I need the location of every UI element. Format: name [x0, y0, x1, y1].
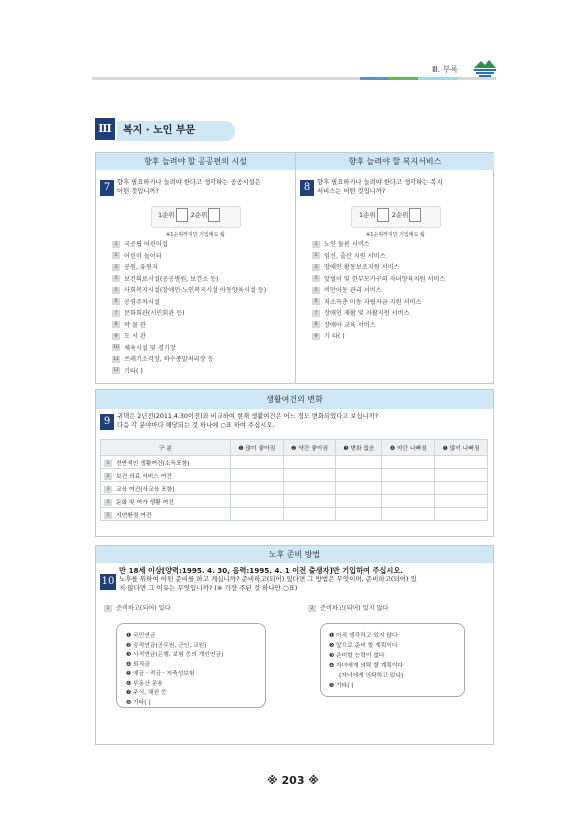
row-number: 1 — [104, 460, 112, 467]
option-number: 4 — [312, 275, 320, 282]
q7-option[interactable] — [112, 285, 266, 294]
question-10-number: 10 — [100, 574, 116, 590]
not-prepared-option[interactable]: (자녀에게 의탁하고 있다) — [339, 673, 404, 679]
facilities-services-box — [95, 152, 494, 384]
question-7-number: 7 — [100, 180, 114, 196]
option-number: 3 — [112, 264, 120, 271]
question-7-text: 향후 필요하거나 늘려야 한다고 생각하는 공공시설은 어떤 것입니까? — [117, 179, 261, 195]
q8-rank-boxes[interactable]: 1순위 2순위 — [359, 208, 424, 222]
row-number: 4 — [104, 499, 112, 506]
option-number: 6 — [112, 298, 120, 305]
rating-cell[interactable] — [336, 495, 382, 508]
option-number: 1 — [112, 241, 120, 248]
option-number: 6 — [312, 298, 320, 305]
row-label-text: 전반적인 생활여건(소득포함) — [116, 460, 190, 467]
question-10-text: 만 18세 이상[양력:1995. 4. 30, 음력:1995. 4. 1 이전 출생자]만 기입하여 주십시오. 노후를 위하여 어떤 준비를 하고 계십니까? 준비하고(되어) 있다면 그 방법은 무엇이며, 준비하고(되어) 있 지 않다면 그 이유는 무엇입니까? (※ 가장 주된 것 하나만 ○표) — [119, 566, 417, 592]
page-number: ※ 203 ※ — [266, 774, 319, 787]
retire-prepared-title[interactable]: 1 준비하고(되어) 있다 — [104, 603, 171, 612]
q7-option[interactable] — [112, 354, 214, 363]
scale-col-2: ❷ 약간 좋아짐 — [283, 440, 336, 456]
q8-option[interactable] — [312, 251, 386, 260]
row-label — [101, 508, 231, 521]
rating-cell[interactable] — [231, 456, 284, 469]
row-label-text: 보건 의료 서비스 여건 — [116, 473, 172, 480]
rating-cell[interactable] — [283, 508, 336, 521]
rating-cell[interactable] — [435, 495, 488, 508]
option-number: 7 — [112, 310, 120, 317]
q7-option[interactable] — [112, 262, 158, 271]
rating-cell[interactable] — [435, 508, 488, 521]
option-label: 임신, 출산 지원 서비스 — [324, 252, 386, 260]
option-label: 국공립 어린이집 — [124, 241, 168, 248]
scale-col-1: ❶ 많이 좋아짐 — [231, 440, 284, 456]
living-conditions-box — [95, 389, 494, 537]
option-label: 장애아 교육 서비스 — [324, 321, 376, 329]
q8-option[interactable] — [312, 308, 410, 317]
option-number: 5 — [112, 287, 120, 294]
q7-option[interactable] — [112, 239, 168, 248]
q7-option[interactable] — [112, 274, 218, 283]
option-label: 장애인 활동보조지원 서비스 — [324, 264, 400, 271]
row-label — [101, 495, 231, 508]
row-label-text: 지연환경 여건 — [116, 512, 152, 519]
option-label: 체육시설 및 경기장 — [124, 344, 176, 352]
q7-option[interactable] — [112, 308, 185, 317]
q8-rank-note: ※1순위까지만 기입해도 됨 — [366, 232, 425, 238]
option-label: 기 타( ) — [324, 333, 345, 340]
option-number: 7 — [312, 310, 320, 317]
option-number: 9 — [112, 333, 120, 340]
retire-not-prepared-title[interactable]: 2 준비하고(되어) 있지 않다 — [308, 603, 389, 612]
option-number: 8 — [312, 321, 320, 328]
option-label: 문화회관(시민회관 등) — [124, 310, 185, 317]
option-label: 도 서 관 — [124, 333, 146, 340]
prepared-option[interactable]: ❺ 예금 · 적금 · 저축성보험 — [126, 671, 195, 677]
option-label: 보건의료시설(공공병원, 보건소 등) — [124, 275, 219, 283]
rating-cell[interactable] — [382, 469, 435, 482]
row-label — [101, 482, 231, 495]
prepared-option[interactable]: ❷ 공적연금(공무원, 군인, 교원) — [126, 642, 207, 649]
table-row — [101, 482, 488, 495]
services-header: 향후 늘려야 할 복지서비스 — [296, 153, 494, 170]
rating-cell[interactable] — [435, 456, 488, 469]
rating-cell[interactable] — [231, 508, 284, 521]
question-8-text: 향후 필요하거나 늘려야 한다고 생각하는 복지 서비스는 어떤 것입니까? — [317, 179, 443, 195]
rating-cell[interactable] — [382, 495, 435, 508]
q8-option[interactable] — [312, 262, 400, 271]
option-label: 기타( ) — [124, 367, 143, 375]
rating-cell[interactable] — [435, 482, 488, 495]
row-number: 2 — [104, 473, 112, 480]
rating-cell[interactable] — [336, 456, 382, 469]
q7-option[interactable] — [112, 343, 176, 352]
q7-option[interactable] — [112, 331, 146, 340]
question-9-text: 귀댁은 2년전(2011.4.30이전)과 비교하여 현재 생활여건은 어느 정도 변화되었다고 보십니까? 다음 각 분야마다 해당되는 것 하나에 ○표 하여 주십시오. — [117, 413, 379, 429]
q8-option[interactable] — [312, 320, 376, 329]
rating-cell[interactable] — [382, 482, 435, 495]
option-number: 4 — [112, 275, 120, 282]
q8-option[interactable] — [312, 239, 370, 248]
option-number: 10 — [113, 345, 119, 350]
rating-cell[interactable] — [336, 482, 382, 495]
q8-option[interactable] — [312, 274, 445, 283]
not-prepared-option[interactable]: ❺ 기타( ) — [329, 683, 354, 689]
not-prepared-option[interactable]: ❸ 준비할 능력이 없다 — [329, 653, 385, 659]
prepared-option[interactable]: ❻ 부동산 운용 — [126, 680, 163, 687]
rating-cell[interactable] — [336, 469, 382, 482]
prepared-option[interactable]: ❹ 퇴직금 — [126, 661, 150, 668]
section-roman-numeral: Ⅲ — [95, 118, 115, 140]
mountain-logo-icon — [472, 58, 498, 78]
rating-cell[interactable] — [283, 469, 336, 482]
living-header: 생활여건의 변화 — [96, 390, 493, 409]
option-number: 2 — [312, 252, 320, 259]
option-label: 어린이 놀이터 — [124, 252, 162, 260]
living-rating-table — [100, 439, 488, 521]
rating-cell[interactable] — [382, 456, 435, 469]
rating-cell[interactable] — [283, 482, 336, 495]
option-number: 3 — [312, 264, 320, 271]
option-label: 비만아동 관리 서비스 — [324, 287, 382, 294]
facilities-header: 향후 늘려야 할 공공편의 시설 — [96, 153, 295, 170]
option-number: 5 — [312, 287, 320, 294]
table-row — [101, 508, 488, 521]
row-label-text: 문화 및 여가 생활 여건 — [116, 499, 174, 506]
option-number: 12 — [113, 368, 119, 373]
option-label: 공영주차시설 — [124, 298, 160, 306]
rating-cell[interactable] — [435, 469, 488, 482]
option-label: 쓰레기소각장, 하수종말처리장 등 — [124, 356, 214, 363]
q8-option[interactable] — [312, 297, 422, 306]
not-prepared-option[interactable]: ❹ 자녀에게 의탁 할 계획이다 — [329, 663, 404, 669]
q7-rank-boxes[interactable]: 1순위 2순위 — [158, 208, 223, 222]
header-section-label: Ⅲ. 부록 — [432, 65, 459, 74]
scale-col-3: ❸ 변화 없음 — [336, 440, 382, 456]
q8-option[interactable] — [312, 285, 382, 294]
rating-cell[interactable] — [231, 482, 284, 495]
rating-cell[interactable] — [336, 508, 382, 521]
q7-rank-note: ※1순위까지만 기입해도 됨 — [166, 232, 225, 238]
table-row — [101, 456, 488, 469]
header-rule — [92, 77, 496, 80]
section-title-text: 복지 · 노인 부문 — [117, 121, 235, 141]
table-col-label: 구 분 — [101, 440, 231, 456]
option-label: 장애인 재활 및 자활지원 서비스 — [324, 310, 410, 317]
q7-option[interactable] — [112, 366, 143, 375]
rating-cell[interactable] — [283, 456, 336, 469]
option-label: 노인 돌봄 서비스 — [324, 241, 370, 248]
row-label — [101, 469, 231, 482]
row-number: 5 — [104, 512, 112, 519]
q7-option[interactable] — [112, 320, 146, 329]
rating-cell[interactable] — [231, 495, 284, 508]
table-row — [101, 469, 488, 482]
row-label — [101, 456, 231, 469]
question-8-number: 8 — [300, 180, 314, 196]
option-number: 9 — [312, 333, 320, 340]
prepared-option[interactable]: ❽ 기타( ) — [126, 699, 151, 706]
retirement-box — [95, 545, 494, 745]
q7-option[interactable] — [112, 251, 162, 260]
rating-cell[interactable] — [283, 495, 336, 508]
option-label: 사회복지시설(장애인·노인복지시설·아동양육시설 등) — [124, 287, 267, 294]
q7-option[interactable] — [112, 297, 160, 306]
prepared-option[interactable]: ❶ 국민연금 — [126, 633, 156, 639]
option-number: 11 — [113, 356, 119, 362]
retirement-header: 노후 준비 방법 — [96, 546, 493, 563]
option-number: 8 — [112, 321, 120, 328]
rating-cell[interactable] — [382, 508, 435, 521]
not-prepared-option[interactable]: ❶ 아직 생각하고 있지 않다 — [329, 633, 398, 639]
q8-option[interactable] — [312, 331, 345, 340]
question-9-number: 9 — [100, 414, 114, 430]
option-number: 2 — [112, 252, 120, 259]
row-label-text: 교육 여건(사교육 포함) — [116, 486, 175, 493]
row-number: 3 — [104, 486, 112, 493]
option-label: 맞벌이 및 한부모가구의 자녀양육지원 서비스 — [324, 275, 446, 283]
scale-col-5: ❺ 많이 나빠짐 — [435, 440, 488, 456]
option-label: 공원, 유원지 — [124, 264, 158, 271]
not-prepared-option[interactable]: ❷ 앞으로 준비 할 계획이다 — [329, 643, 398, 649]
option-number: 1 — [312, 241, 320, 248]
scale-col-4: ❹ 약간 나빠짐 — [382, 440, 435, 456]
prepared-option[interactable]: ❸ 사적연금(은행, 보험 등의 개인연금) — [126, 652, 224, 658]
table-row — [101, 495, 488, 508]
rating-cell[interactable] — [231, 469, 284, 482]
prepared-option[interactable]: ❼ 주식, 채권 등 — [126, 690, 167, 696]
option-label: 저소득층 아동 자립자금 지원 서비스 — [324, 298, 422, 306]
option-label: 박 물 관 — [124, 321, 146, 329]
